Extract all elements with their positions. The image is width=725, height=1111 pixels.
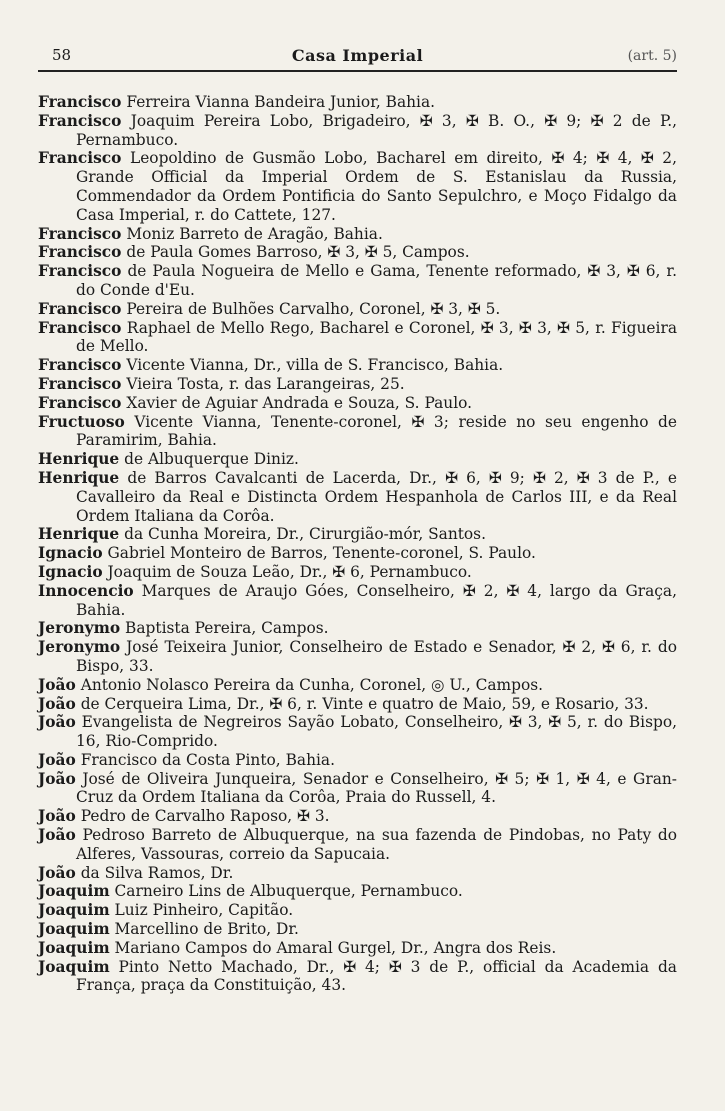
entry-text: Pedro de Carvalho Raposo, ✠ 3. [80, 807, 330, 826]
list-item [38, 300, 677, 319]
entry-name: Henrique [38, 450, 120, 469]
entry-name: Francisco [38, 356, 122, 375]
list-item [38, 958, 677, 996]
entry-name: João [38, 675, 76, 694]
entry-name: Ignacio [38, 544, 103, 563]
entry-text: da Cunha Moreira, Dr., Cirurgião-mór, Santos. [124, 525, 486, 544]
entry-text: Ferreira Vianna Bandeira Junior, Bahia. [126, 93, 436, 111]
entry-name: Innocencio [38, 581, 134, 600]
entry-text: Joaquim de Souza Leão, Dr., ✠ 6, Pernambuco. [107, 562, 472, 581]
entry-text: Gabriel Monteiro de Barros, Tenente-coronel, S. Paulo. [107, 544, 536, 563]
list-item [38, 525, 677, 544]
list-item [38, 112, 677, 150]
list-item [38, 939, 677, 958]
entry-name: Henrique [38, 525, 120, 544]
page-title: Casa Imperial [291, 46, 424, 65]
entry-name: Francisco [38, 299, 122, 318]
entry-name: João [38, 713, 76, 732]
list-item [38, 676, 677, 695]
entry-name: Francisco [38, 243, 122, 262]
list-item [38, 262, 677, 300]
list-item [38, 93, 677, 112]
list-item [38, 544, 677, 563]
entry-text: Luiz Pinheiro, Capitão. [114, 901, 294, 920]
entry-text: José de Oliveira Junqueira, Senador e Conselheiro, ✠ 5; ✠ 1, ✠ 4, e Gran-Cruz da Ordem Italiana da Corôa, Praia do Russell, 4. [76, 769, 677, 807]
entry-name: João [38, 807, 76, 826]
entry-name: Joaquim [38, 882, 110, 901]
list-item [38, 638, 677, 676]
entry-name: João [38, 769, 76, 788]
entry-name: Joaquim [38, 901, 110, 920]
entry-name: João [38, 750, 76, 769]
entry-name: Francisco [38, 262, 122, 281]
page-number: 58 [52, 46, 72, 64]
list-item [38, 882, 677, 901]
list-item [38, 864, 677, 883]
entry-text: Francisco da Costa Pinto, Bahia. [80, 750, 335, 769]
list-item [38, 394, 677, 413]
entry-text: Carneiro Lins de Albuquerque, Pernambuco. [114, 882, 463, 901]
entry-text: José Teixeira Junior, Conselheiro de Estado e Senador, ✠ 2, ✠ 6, r. do Bispo, 33. [76, 638, 677, 675]
list-item [38, 563, 677, 582]
entry-text: Pedroso Barreto de Albuquerque, na sua fazenda de Pindobas, no Paty do Alferes, Vassouras, correio da Sapucaia. [76, 826, 677, 863]
entry-text: Vieira Tosta, r. das Larangeiras, 25. [126, 374, 405, 393]
entry-name: João [38, 863, 76, 882]
list-item [38, 413, 677, 451]
entry-name: Francisco [38, 224, 122, 243]
entry-name: Fructuoso [38, 412, 125, 431]
entry-text: Evangelista de Negreiros Sayão Lobato, Conselheiro, ✠ 3, ✠ 5, r. do Bispo, 16, Rio-Comprido. [76, 713, 677, 751]
entry-text: de Paula Gomes Barroso, ✠ 3, ✠ 5, Campos. [126, 243, 470, 262]
list-item [38, 770, 677, 808]
entry-name: João [38, 694, 76, 713]
entry-text: da Silva Ramos, Dr. [80, 863, 234, 882]
entry-text: Xavier de Aguiar Andrada e Souza, S. Paulo. [126, 393, 473, 412]
entry-text: Pinto Netto Machado, Dr., ✠ 4; ✠ 3 de P., official da Academia da França, praça da Constituição, 43. [76, 957, 677, 995]
entry-name: Jeronymo [38, 619, 121, 638]
list-item [38, 450, 677, 469]
list-item [38, 375, 677, 394]
entry-name: Francisco [38, 393, 122, 412]
entry-name: Francisco [38, 111, 122, 130]
entry-name: Joaquim [38, 957, 110, 976]
entry-text: de Cerqueira Lima, Dr., ✠ 6, r. Vinte e quatro de Maio, 59, e Rosario, 33. [80, 694, 649, 713]
list-item [38, 319, 677, 357]
entry-name: Francisco [38, 318, 122, 337]
entry-text: de Albuquerque Diniz. [124, 450, 299, 469]
entry-text: Pereira de Bulhões Carvalho, Coronel, ✠ 3, ✠ 5. [126, 299, 501, 318]
entry-name: Francisco [38, 149, 122, 168]
entry-name: Henrique [38, 468, 120, 487]
entry-text: Leopoldino de Gusmão Lobo, Bacharel em direito, ✠ 4; ✠ 4, ✠ 2, Grande Official da Imperial Ordem de S. Estanislau da Russia, Commendador da Ordem Pontificia do Santo Sepulchro, e Moço Fidalgo da Casa Imperial, r. do Cattete, 127. [76, 149, 677, 224]
entry-name: Jeronymo [38, 638, 121, 657]
entry-text: Vicente Vianna, Dr., villa de S. Francisco, Bahia. [126, 356, 504, 375]
entry-text: Antonio Nolasco Pereira da Cunha, Coronel, ◎ U., Campos. [80, 675, 544, 694]
list-item [38, 807, 677, 826]
entry-name: Ignacio [38, 562, 103, 581]
list-item [38, 901, 677, 920]
list-item [38, 695, 677, 714]
page-header [38, 44, 677, 72]
list-item [38, 149, 677, 224]
list-item [38, 469, 677, 525]
entry-name: Francisco [38, 374, 122, 393]
list-item [38, 619, 677, 638]
list-item [38, 751, 677, 770]
entry-text: Joaquim Pereira Lobo, Brigadeiro, ✠ 3, ✠ B. O., ✠ 9; ✠ 2 de P., Pernambuco. [76, 111, 677, 149]
entry-text: Marcellino de Brito, Dr. [114, 920, 299, 939]
entry-text: Raphael de Mello Rego, Bacharel e Coronel, ✠ 3, ✠ 3, ✠ 5, r. Figueira de Mello. [76, 318, 677, 356]
list-item [38, 225, 677, 244]
list-item [38, 713, 677, 751]
list-item [38, 243, 677, 262]
entry-name: Francisco [38, 93, 122, 111]
entry-text: Marques de Araujo Góes, Conselheiro, ✠ 2, ✠ 4, largo da Graça, Bahia. [76, 581, 677, 619]
entry-text: Mariano Campos do Amaral Gurgel, Dr., Angra dos Reis. [114, 938, 557, 957]
entry-text: de Paula Nogueira de Mello e Gama, Tenente reformado, ✠ 3, ✠ 6, r. do Conde d'Eu. [76, 262, 677, 299]
list-item [38, 920, 677, 939]
entry-text: Baptista Pereira, Campos. [125, 619, 329, 638]
entry-text: de Barros Cavalcanti de Lacerda, Dr., ✠ 6, ✠ 9; ✠ 2, ✠ 3 de P., e Cavalleiro da Real e Distincta Ordem Hespanhola de Carlos III, e da Real Ordem Italiana da Corôa. [76, 468, 677, 525]
list-item [38, 356, 677, 375]
list-item [38, 582, 677, 620]
entry-text: Vicente Vianna, Tenente-coronel, ✠ 3; reside no seu engenho de Paramirim, Bahia. [76, 412, 677, 450]
entry-name: Joaquim [38, 920, 110, 939]
entry-list [38, 93, 677, 995]
entry-text: Moniz Barreto de Aragão, Bahia. [126, 224, 383, 243]
list-item [38, 826, 677, 864]
entry-name: Joaquim [38, 938, 110, 957]
section-reference: (art. 5) [627, 48, 677, 64]
entry-name: João [38, 826, 76, 845]
